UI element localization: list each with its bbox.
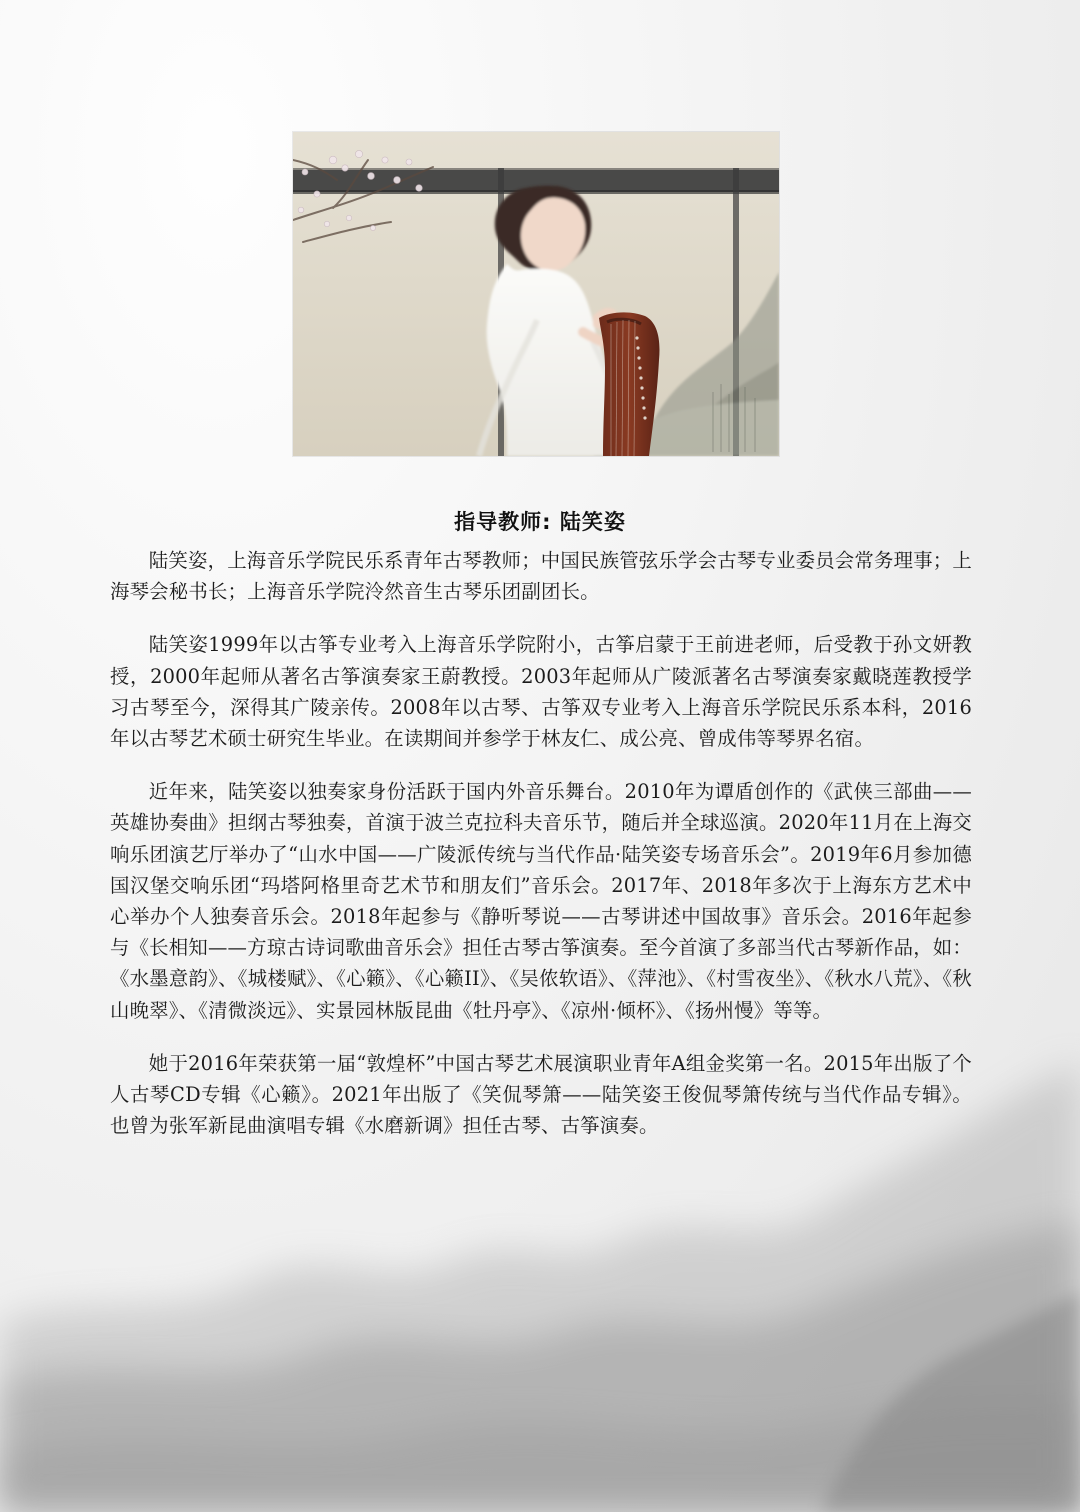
teacher-title: 指导教师: 陆笑姿 [454,510,626,534]
bio-paragraph-2: 陆笑姿1999年以古筝专业考入上海音乐学院附小，古筝启蒙于王前进老师，后受教于孙文妍教授，2000年起师从著名古筝演奏家王蔚教授。2003年起师从广陵派著名古琴演奏家戴晓莲教授学习古琴至今，深得其广陵亲传。2008年以古琴、古筝双专业考入上海音乐学院民乐系本科，2016年以古琴艺术硕士研究生毕业。在读期间并参学于林友仁、成公亮、曾成伟等琴界名宿。 [110,633,972,751]
bio-paragraph-3: 近年来，陆笑姿以独奏家身份活跃于国内外音乐舞台。2010年为谭盾创作的《武侠三部曲——英雄协奏曲》担纲古琴独奏，首演于波兰克拉科夫音乐节，随后并全球巡演。2020年11月在上海交响乐团演艺厅举办了“山水中国——广陵派传统与当代作品·陆笑姿专场音乐会”。2019年6月参加德国汉堡交响乐团“玛塔阿格里奇艺术节和朋友们”音乐会。2017年、2018年多次于上海东方艺术中心举办个人独奏音乐会。2018年起参与《静听琴说——古琴讲述中国故事》音乐会。2016年起参与《长相知——方琼古诗词歌曲音乐会》担任古琴古筝演奏。至今首演了多部当代古琴新作品，如：《水墨意韵》、《城楼赋》、《心籁》、《心籁II》、《吴侬软语》、《萍池》、《村雪夜坐》、《秋水八荒》、《秋山晚翠》、《清微淡远》、实景园林版昆曲《牡丹亭》、《凉州·倾杯》、《扬州慢》等等。 [110,780,972,1022]
biography [110,545,972,1163]
bio-paragraph-1: 陆笑姿，上海音乐学院民乐系青年古琴教师；中国民族管弦乐学会古琴专业委员会常务理事；上海琴会秘书长；上海音乐学院泠然音生古琴乐团副团长。 [110,549,972,604]
bio-paragraph-4: 她于2016年荣获第一届“敦煌杯”中国古琴艺术展演职业青年A组金奖第一名。2015年出版了个人古琴CD专辑《心籁》。2021年出版了《笑侃琴箫——陆笑姿王俊侃琴箫传统与当代作品专辑》。也曾为张军新昆曲演唱专辑《水磨新调》担任古琴、古筝演奏。 [110,1051,972,1138]
teacher-portrait-photo [293,132,779,456]
